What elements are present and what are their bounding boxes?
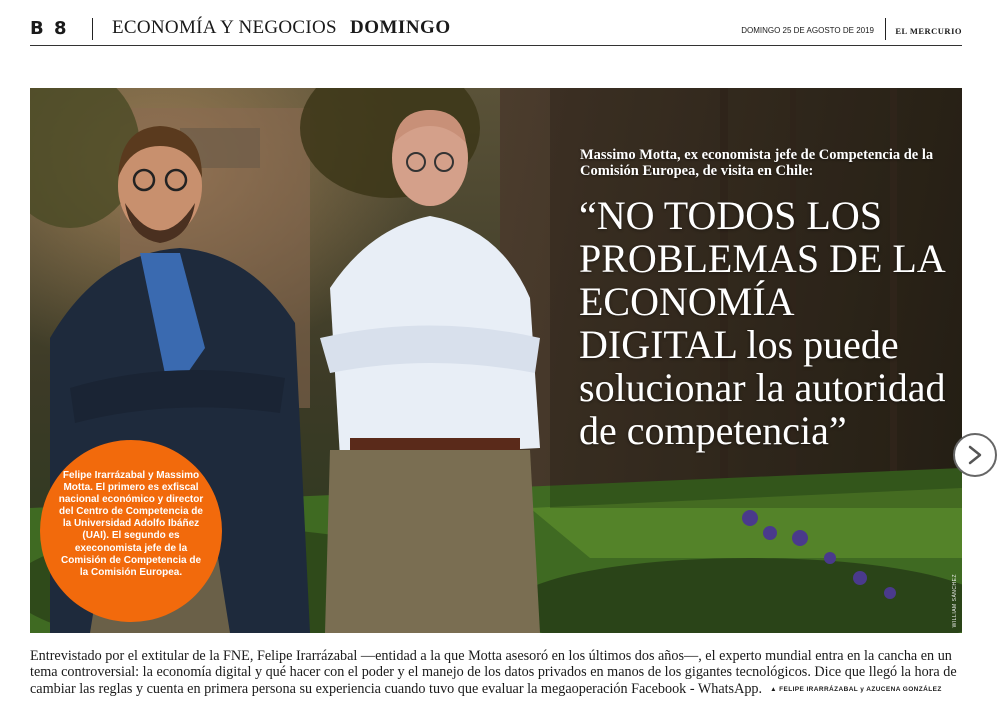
article-kicker: Massimo Motta, ex economista jefe de Competencia de la Comisión Europea, de visita en Chile:	[580, 147, 934, 179]
page-number: B 8	[30, 18, 69, 39]
next-page-button[interactable]	[953, 433, 997, 477]
chevron-right-icon	[967, 445, 983, 465]
photo-credit: WILLIAM SÁNCHEZ	[952, 573, 958, 627]
headline-caps: “NO TODOS LOS PROBLEMAS DE LA ECONOMÍA DIGITAL	[579, 193, 944, 367]
edition-date: DOMINGO 25 DE AGOSTO DE 2019	[741, 26, 874, 35]
header-divider	[92, 18, 93, 40]
header-rule	[30, 45, 962, 46]
headline-rest: los puede solucionar la autoridad de competencia”	[579, 322, 946, 453]
photo-caption: Felipe Irarrázabal y Massimo Motta. El primero es exfiscal nacional económico y director del Centro de Competencia de la Universidad Adolfo Ibáñez (UAI). El segundo es execonomista jefe de la Comisión de Competencia de la Comisión Europea.	[58, 470, 204, 578]
article-headline	[579, 194, 959, 452]
article-byline: ▲ FELIPE IRARRÁZABAL y AZUCENA GONZÁLEZ	[770, 685, 942, 693]
lead-text: Entrevistado por el extitular de la FNE, Felipe Irarrázabal —entidad a la que Motta asesoró en los últimos dos años—, el experto mundial entra en la cancha en un tema controversial: la economía digital y qué hacer con el poder y el manejo de los datos privados en manos de los gigantes tecnológicos. Dice que llegó la hora de cambiar las reglas y cuenta en primera persona su experiencia cuando tuvo que evaluar la megaoperación Facebook - WhatsApp.	[30, 648, 957, 697]
masthead	[30, 14, 962, 48]
section-title: ECONOMÍA Y NEGOCIOS	[112, 17, 337, 38]
header-divider-right	[885, 18, 886, 40]
newspaper-name: EL MERCURIO	[895, 26, 962, 36]
edition-day: DOMINGO	[350, 17, 451, 38]
article-lead	[30, 648, 962, 698]
